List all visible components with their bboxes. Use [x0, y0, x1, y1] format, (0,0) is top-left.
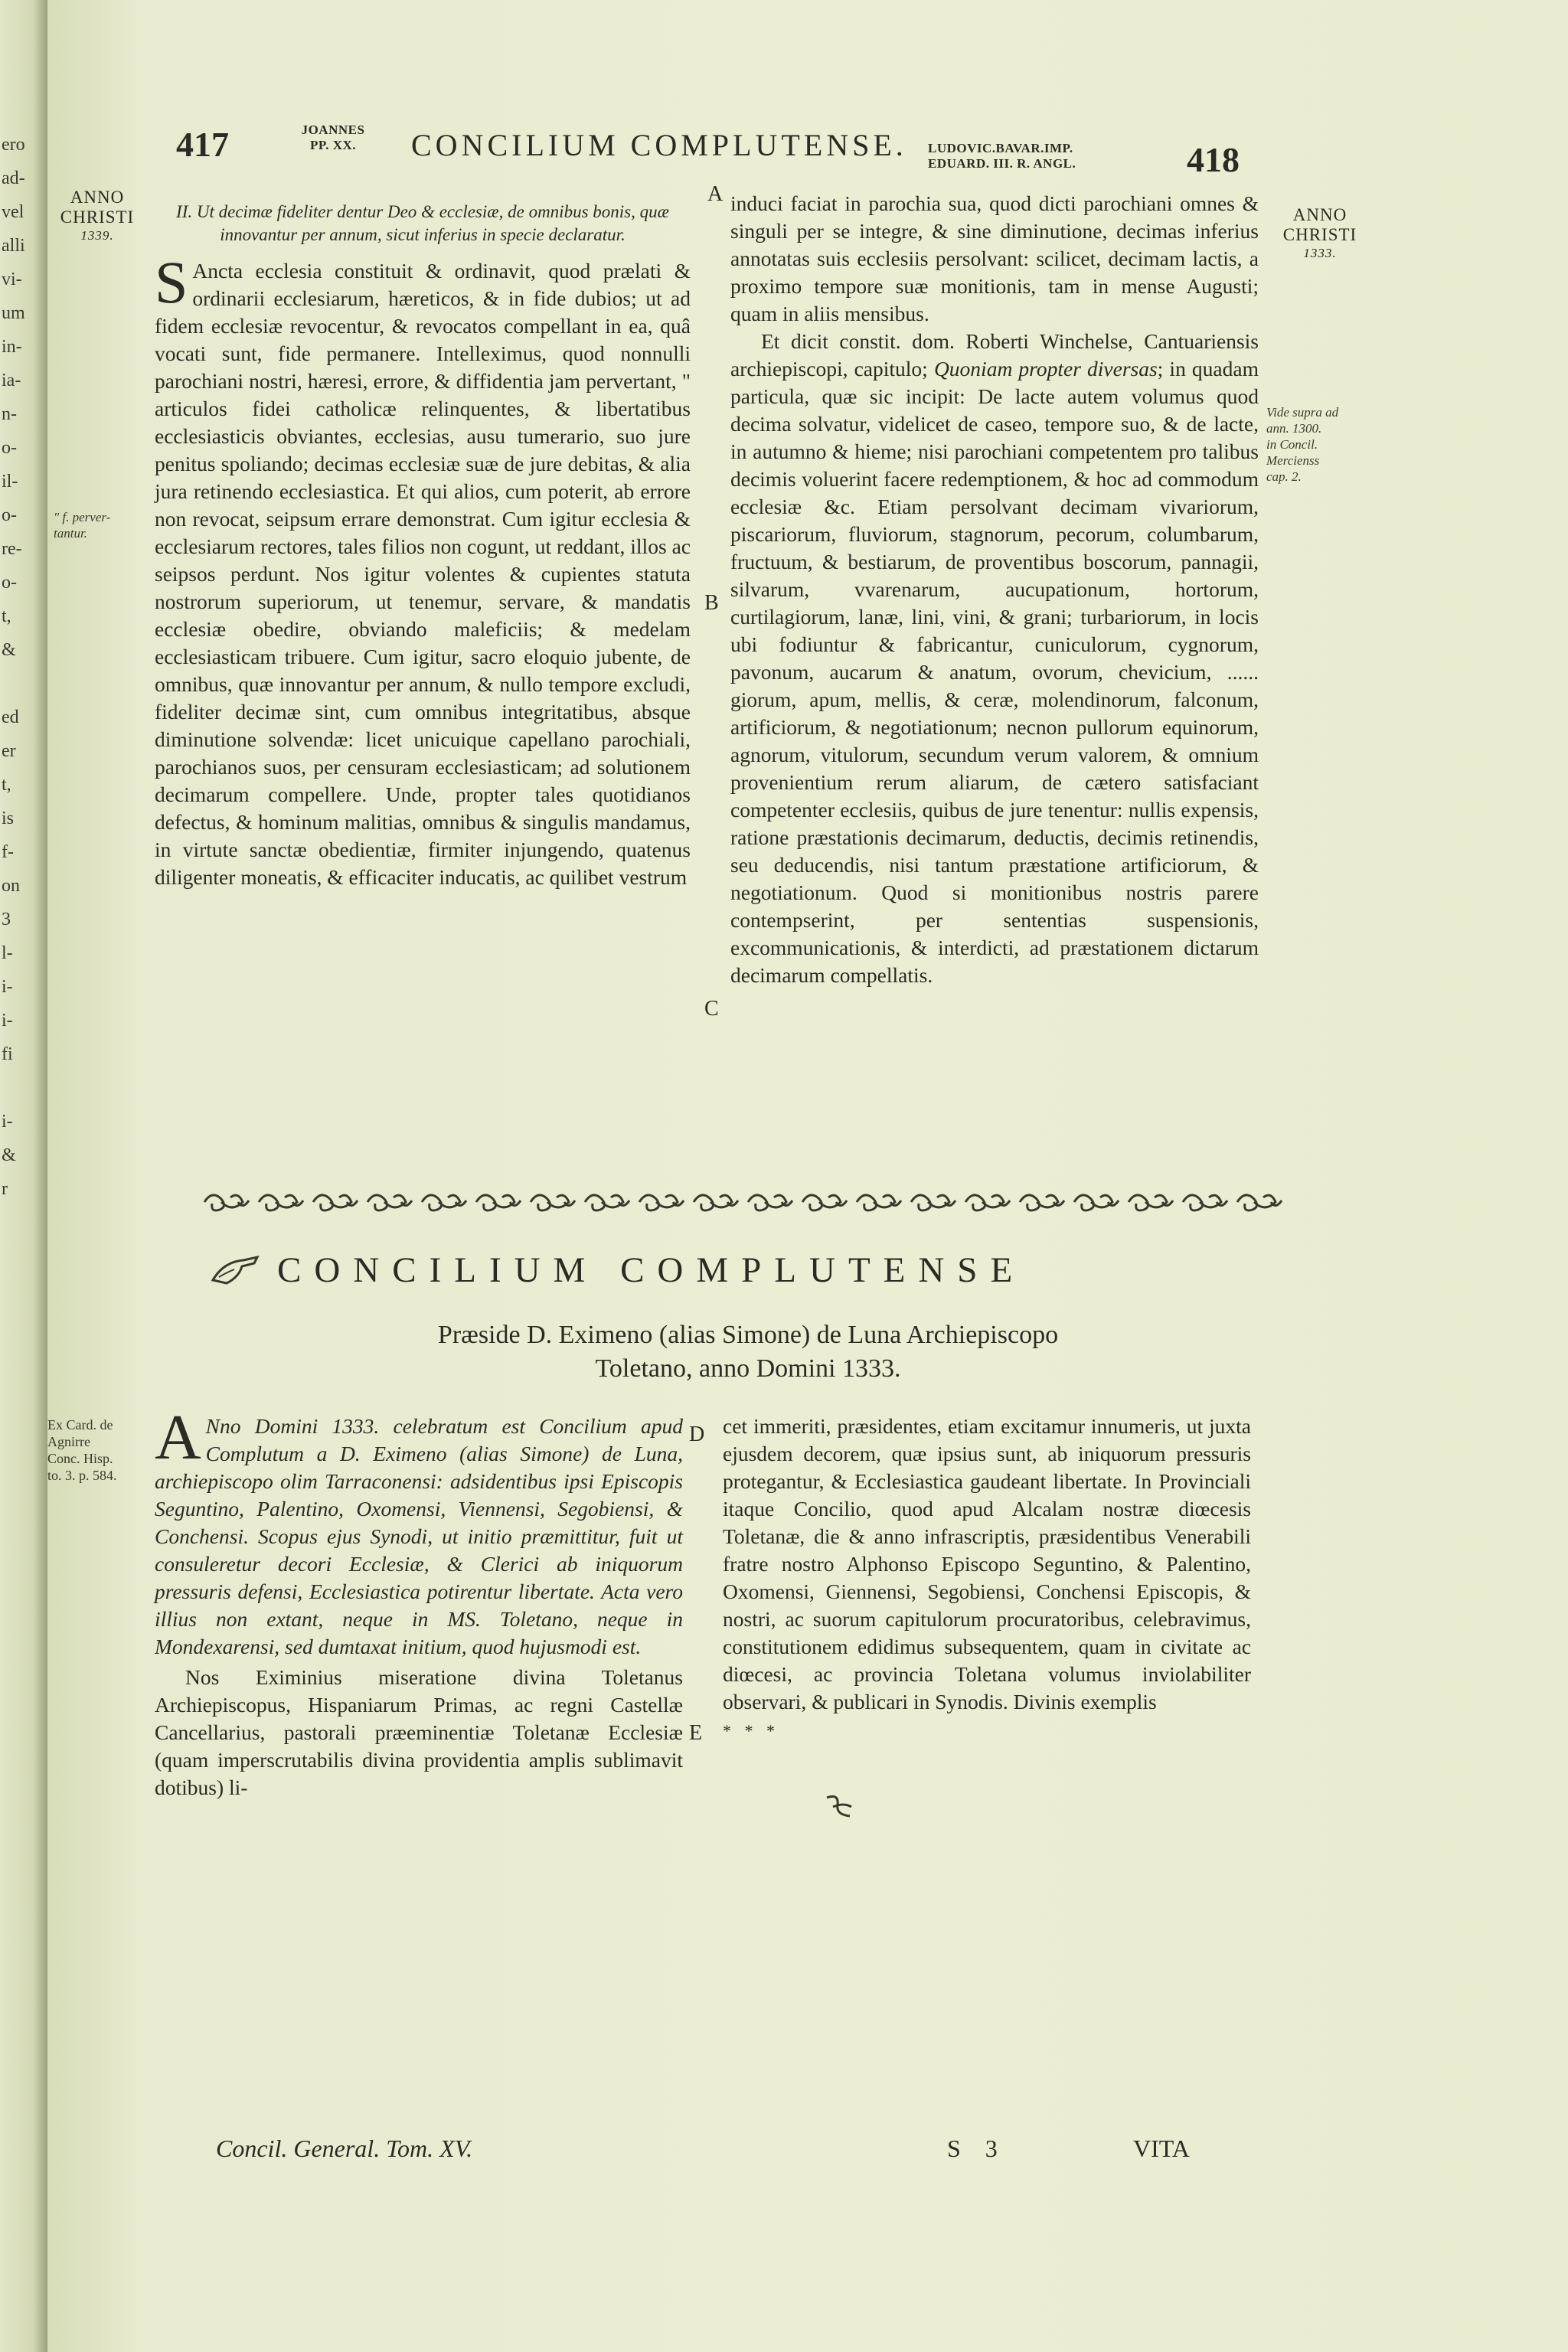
column-right-top	[730, 190, 1259, 989]
intro-paragraph	[155, 1402, 683, 1661]
margin-source-line2: Agnirre	[47, 1434, 90, 1449]
asterisks: * * *	[723, 1721, 779, 1740]
margin-christi-word-right: CHRISTI	[1282, 225, 1357, 244]
binding-fragment: o-	[2, 438, 17, 458]
margin-note-source	[47, 1416, 147, 1484]
running-title: CONCILIUM COMPLUTENSE.	[411, 128, 907, 162]
margin-anno-word-right: ANNO	[1292, 205, 1348, 224]
dropcap-a: A	[155, 1402, 201, 1473]
binding-fragment: vi-	[2, 270, 22, 289]
right-para-2	[730, 328, 1259, 989]
binding-fragment: l-	[2, 943, 13, 963]
subtitle-line-2: Toletano, anno Domini 1333.	[595, 1354, 901, 1383]
binding-fragment: f-	[2, 842, 14, 862]
section-letter-c: C	[704, 997, 719, 1021]
right-para-1: induci faciat in parochia sua, quod dicti parochiani omnes & singuli per se integre, & sine diminutione, decimas inferius annotatas suis ecclesiis persolvant: scilicet, decimam lactis, a proximo tempore suæ monitionis, tam in mense Augusti; quam in aliis mensibus.	[730, 191, 1259, 325]
fleuron-icon	[639, 1195, 684, 1210]
subtitle-line-1: Præside D. Eximeno (alias Simone) de Luna Archiepiscopo	[437, 1321, 1059, 1349]
section-title: CONCILIUM COMPLUTENSE	[277, 1250, 1026, 1290]
ornament-band-icon	[197, 1183, 1292, 1221]
margin-christi-word: CHRISTI	[60, 207, 135, 227]
binding-fragment: in-	[2, 337, 22, 357]
chapter-heading: II. Ut decimæ fideliter dentur Deo & ecclesiæ, de omnibus bonis, quæ innovantur per annum, sicut inferius in specie declaratur.	[176, 202, 669, 244]
footer-catchword: VITA	[1133, 2135, 1190, 2162]
fleuron-icon	[476, 1195, 521, 1210]
page-number-left: 417	[176, 125, 229, 164]
fleuron-icon	[204, 1195, 249, 1210]
fleuron-icon	[368, 1195, 412, 1210]
ornament-mark-icon	[821, 1792, 859, 1822]
decree-continuation: cet immeriti, præsidentes, etiam excitamur innumeris, ut juxta ejusdem decorem, quæ ipsius sunt, ab iniquorum pressuris protegantur, & Ecclesiastica gaudeant libertate. In Provinciali itaque Concilio, quod apud Alcalam nostræ diœcesis Toletanæ, die & anno infrascriptis, præsidentibus Venerabili fratre nostro Alphonso Episcopo Seguntino, & Palentino, Oxomensi, Giennensi, Segobiensi, Conchensi Episcopis, & nostri, ac suorum capitulorum procuratoribus, celebravimus, constitutionem edidimus subsequentem, quam in civitate ac diœcesi, ac provincia Toletana volumus inviolabiliter observari, & publicari in Synodis. Divinis exemplis	[723, 1414, 1251, 1713]
column-left-bottom	[155, 1402, 683, 1802]
fleuron-icon	[857, 1195, 901, 1210]
fleuron-icon	[802, 1195, 847, 1210]
binding-fragment: ero	[2, 135, 25, 155]
binding-fragment: i-	[2, 977, 13, 997]
fleuron-icon	[422, 1195, 466, 1210]
fleuron-icon	[1074, 1195, 1119, 1210]
binding-gutter	[0, 0, 47, 2352]
section-letter-e: E	[689, 1721, 703, 1745]
binding-fragment: o-	[2, 505, 17, 525]
binding-fragment: &	[2, 640, 16, 660]
fleuron-icon	[1020, 1195, 1064, 1210]
binding-fragment: is	[2, 808, 15, 828]
fleuron-icon	[259, 1195, 303, 1210]
fleuron-icon	[911, 1195, 956, 1210]
binding-fragment: ed	[2, 707, 19, 727]
right-para-2-italic: Quoniam propter diversas	[933, 357, 1158, 381]
margin-anno-right	[1266, 205, 1374, 261]
margin-anno-word: ANNO	[70, 188, 125, 207]
ruler-label	[928, 141, 1158, 172]
fleuron-icon	[694, 1195, 738, 1210]
binding-fragment: alli	[2, 236, 25, 256]
binding-fragment: t,	[2, 775, 11, 795]
fleuron-icon	[748, 1195, 792, 1210]
pointing-hand-icon	[208, 1246, 262, 1292]
binding-fragment: i-	[2, 1011, 13, 1031]
margin-vide-line2: ann. 1300.	[1266, 421, 1322, 436]
fleuron-icon	[585, 1195, 629, 1210]
ruler-line-2: EDUARD. III. R. ANGL.	[928, 156, 1076, 171]
fleuron-icon	[1183, 1195, 1227, 1210]
margin-vide-line3: in Concil.	[1266, 437, 1318, 452]
binding-fragment: fi	[2, 1044, 13, 1064]
binding-fragment: vel	[2, 202, 24, 222]
margin-vide-line4: Mercienss	[1266, 453, 1320, 468]
margin-year-right: 1333.	[1303, 246, 1337, 260]
column-left-top	[155, 201, 691, 891]
fleuron-icon	[965, 1195, 1010, 1210]
margin-source-line1: Ex Card. de	[47, 1417, 113, 1432]
chapter-body-text: Ancta ecclesia constituit & ordinavit, quod prælati & ordinarii ecclesiarum, hæreticos, & in fide dubios; ut ad fidem ecclesiæ revocentur, & revocatos compellant in ea, quâ vocati sunt, fide permanere. Intelleximus, quod nonnulli parochiani nostri, hæresi, errore, & diffidentia jam pervertant, " articulos fidei catholicæ relinquentes, & libertatibus ecclesiasticis obviantes, ecclesias, ausu tumerario, suo jure penitus spoliando; decimas ecclesiæ suæ de jure debitas, & alia jura retinendo ecclesiastica. Et qui alios, cum poterit, ab errore non revocat, seipsum errare demonstrat. Cum igitur ecclesia & ecclesiarum rectores, tales filios non cogunt, ut reddant, illos ac seipsos perdunt. Nos igitur volentes & cupientes statuta nostrorum superiorum, ut tenemur, servare, & mandatis ecclesiæ obedire, obviando maleficiis; & medelam ecclesiasticam tribuere. Cum igitur, sacro eloquio jubente, de omnibus, quæ innovantur per annum, & nullo tempore excludi, fideliter decimæ sint, cum omnibus integritatibus, absque diminutione solvendæ: licet unicuique capellano parochiali, parochianos suos, per censuram ecclesiasticam; ad solutionem decimarum compellere. Unde, propter tales quotidianos defectus, & hominum malitias, omnibus & singulis mandamus, in virtute sanctæ obedientiæ, firmiter injungendo, quatenus diligenter moneatis, & efficaciter inducatis, ac quilibet vestrum	[155, 259, 691, 889]
margin-anno-left	[47, 188, 147, 243]
binding-fragment: &	[2, 1145, 16, 1165]
binding-fragment: r	[2, 1179, 8, 1199]
binding-fragment: n-	[2, 404, 17, 424]
binding-fragment: 3	[2, 910, 11, 929]
margin-vide-line5: cap. 2.	[1266, 469, 1302, 484]
margin-note-perver-line2: tantur.	[54, 526, 87, 541]
binding-fragment: ad-	[2, 168, 25, 188]
binding-fragment: on	[2, 876, 20, 896]
margin-note-vide	[1266, 404, 1374, 485]
column-right-bottom	[723, 1413, 1251, 1745]
binding-fragment: o-	[2, 573, 17, 593]
book-page	[47, 0, 1568, 2352]
fleuron-icon	[1237, 1195, 1282, 1210]
footer-volume: Concil. General. Tom. XV.	[216, 2135, 473, 2162]
right-para-2-b: ; in quadam particula, quæ sic incipit: De lacte autem volumus quod decima solvatur, videlicet de caseo, tempore suo, & de lacte, in autumno & hieme; nisi parochiani competentem pro talibus decimis voluerint facere redemptionem, & hoc ad commodum ecclesiæ &c. Etiam persolvant decimam vivariorum, piscariorum, fluviorum, stagnorum, pecorum, columbarum, fructuum, & bestiarum, de proventibus boscorum, pannagii, silvarum, vvarenarum, aucupationum, hortorum, curtilagiorum, lanæ, lini, vini, & grani; turbariorum, in locis ubi fodiuntur & fabricantur, cuniculorum, cygnorum, pavonum, aucarum & anatum, ovorum, chevicium, ...... giorum, apum, mellis, & ceræ, molendinorum, falconum, artificiorum, & negotiationum; necnon pullorum equinorum, agnorum, vitulorum, secundum verum valorem, & omnium provenientium rerum aliarum, de cætero satisfaciant competenter ecclesiis, quibus de jure tenentur: nullis expensis, ratione præstationis decimarum, deductis, decimis retinendis, seu deducendis, nisi tantum præstatione artificiorum, & negotiationum. Quod si monitionibus nostris parere contempserint, per sententias suspensionis, excommunicationis, & interdicti, ad præstationem dictarum decimarum compellatis.	[730, 357, 1259, 987]
right-para-2-a: Et dicit constit. dom. Roberti Winchelse, Cantuariensis archiepiscopi, capitulo;	[730, 329, 1259, 381]
binding-fragment: il-	[2, 472, 18, 492]
pope-line-1: JOANNES	[301, 122, 365, 137]
dropcap-s: S	[155, 249, 188, 315]
margin-source-line3: Conc. Hisp.	[47, 1451, 113, 1466]
section-letter-d: D	[689, 1423, 705, 1446]
intro-text: Nno Domini 1333. celebratum est Concilium apud Complutum a D. Eximeno (alias Simone) de Luna, archiepiscopo olim Tarraconensi: adsidentibus ipsi Episcopis Seguntino, Palentino, Oxomensi, Viennensi, Segobiensi, & Conchensi. Scopus ejus Synodi, ut initio præmittitur, fuit ut consuleretur decori Ecclesiæ, & Clerici ab iniquorum pressuris defensi, Ecclesiastica potirentur libertate. Acta vero illius non extant, neque in MS. Toletano, neque in Mondexarensi, sed dumtaxat initium, quod hujusmodi est.	[155, 1414, 683, 1658]
binding-fragment: um	[2, 303, 25, 323]
pope-label	[291, 122, 375, 153]
pope-line-2: PP. XX.	[309, 138, 356, 152]
section-letter-a: A	[707, 182, 724, 206]
binding-fragment: t,	[2, 606, 11, 626]
fleuron-icon	[313, 1195, 358, 1210]
chapter-body	[155, 249, 691, 891]
footer-signature: S 3	[947, 2135, 1007, 2162]
ruler-line-1: LUDOVIC.BAVAR.IMP.	[928, 141, 1073, 155]
binding-fragment: er	[2, 741, 16, 761]
binding-fragment: i-	[2, 1112, 13, 1132]
margin-source-line4: to. 3. p. 584.	[47, 1468, 117, 1483]
page-number-right: 418	[1187, 140, 1240, 179]
decree-paragraph: Nos Eximinius miseratione divina Toletanus Archiepiscopus, Hispaniarum Primas, ac regni Castellæ Cancellarius, pastorali præeminentiæ Toletanæ Ecclesiæ (quam imperscrutabilis divina providentia amplis sublimavit dotibus) li-	[155, 1665, 683, 1799]
binding-fragment: ia-	[2, 371, 21, 390]
margin-note-perver-line1: " f. perver-	[54, 510, 111, 524]
fleuron-icon	[531, 1195, 575, 1210]
margin-year-left: 1339.	[80, 228, 114, 243]
binding-fragment: re-	[2, 539, 22, 559]
margin-note-perver	[54, 509, 145, 541]
section-letter-b: B	[704, 591, 719, 615]
margin-vide-line1: Vide supra ad	[1266, 405, 1339, 420]
fleuron-icon	[1129, 1195, 1173, 1210]
